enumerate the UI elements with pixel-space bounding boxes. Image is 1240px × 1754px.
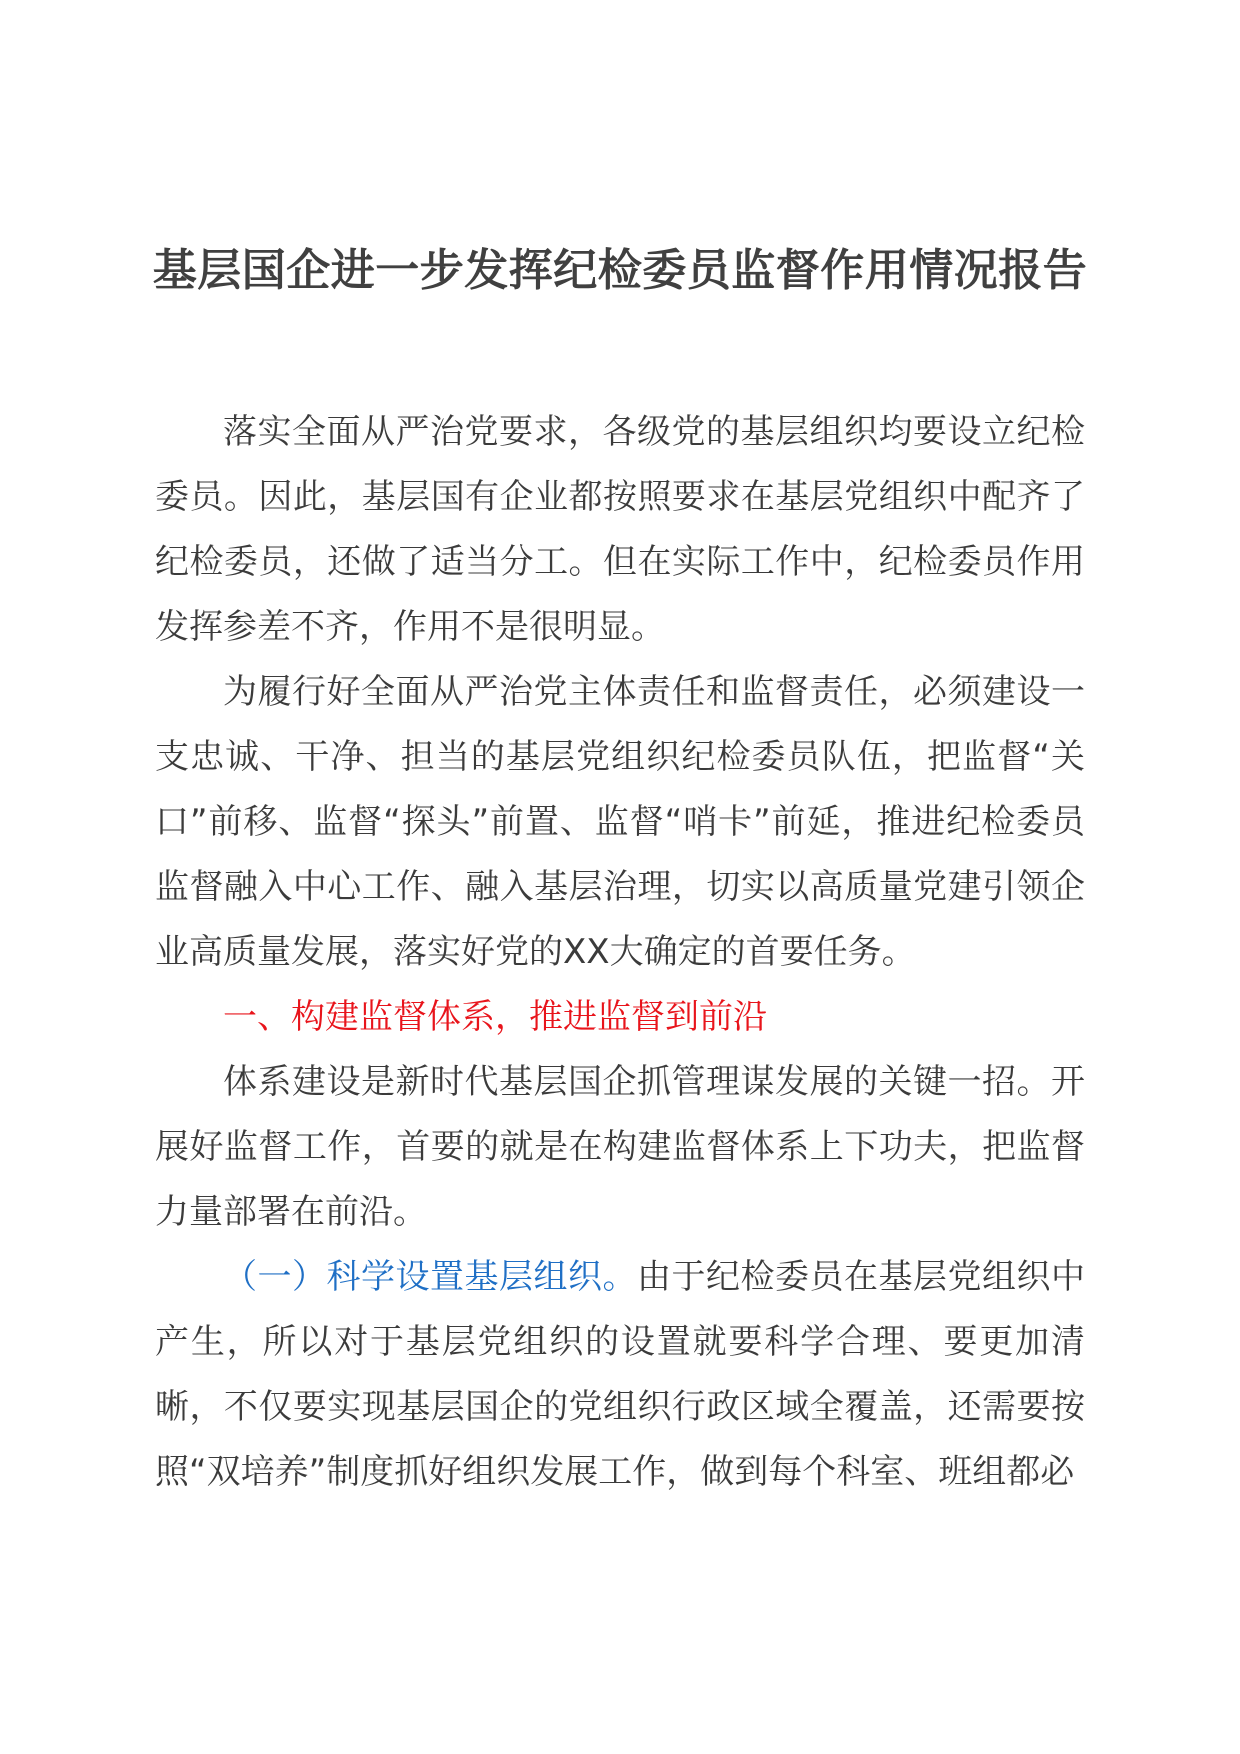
paragraph-1: 落实全面从严治党要求，各级党的基层组织均要设立纪检委员。因此，基层国有企业都按照要求在基层党组织中配齐了纪检委员，还做了适当分工。但在实际工作中，纪检委员作用发挥参差不齐，作用不是很明显。: [155, 412, 1085, 647]
subsection-1-text: 由于纪检委员在基层党组织中产生，所以对于基层党组织的设置就要科学合理、要更加清晰，不仅要实现基层国企的党组织行政区域全覆盖，还需要按照“双培养”制度抓好组织发展工作，做到每个科室、班组都必: [155, 1257, 1085, 1492]
document-title: 基层国企进一步发挥纪检委员监督作用情况报告: [152, 245, 1088, 296]
document-body: [155, 400, 1085, 1505]
section-1-intro: 体系建设是新时代基层国企抓管理谋发展的关键一招。开展好监督工作，首要的就是在构建监督体系上下功夫，把监督力量部署在前沿。: [155, 1062, 1085, 1232]
subsection-1-paragraph: [155, 1245, 1085, 1505]
paragraph-2: 为履行好全面从严治党主体责任和监督责任，必须建设一支忠诚、干净、担当的基层党组织纪检委员队伍，把监督“关口”前移、监督“探头”前置、监督“哨卡”前延，推进纪检委员监督融入中心工作、融入基层治理，切实以高质量党建引领企业高质量发展，落实好党的XX大确定的首要任务。: [155, 672, 1085, 972]
subsection-1-label: （一）科学设置基层组织。: [223, 1257, 637, 1297]
section-heading-1: 一、构建监督体系，推进监督到前沿: [223, 997, 767, 1037]
